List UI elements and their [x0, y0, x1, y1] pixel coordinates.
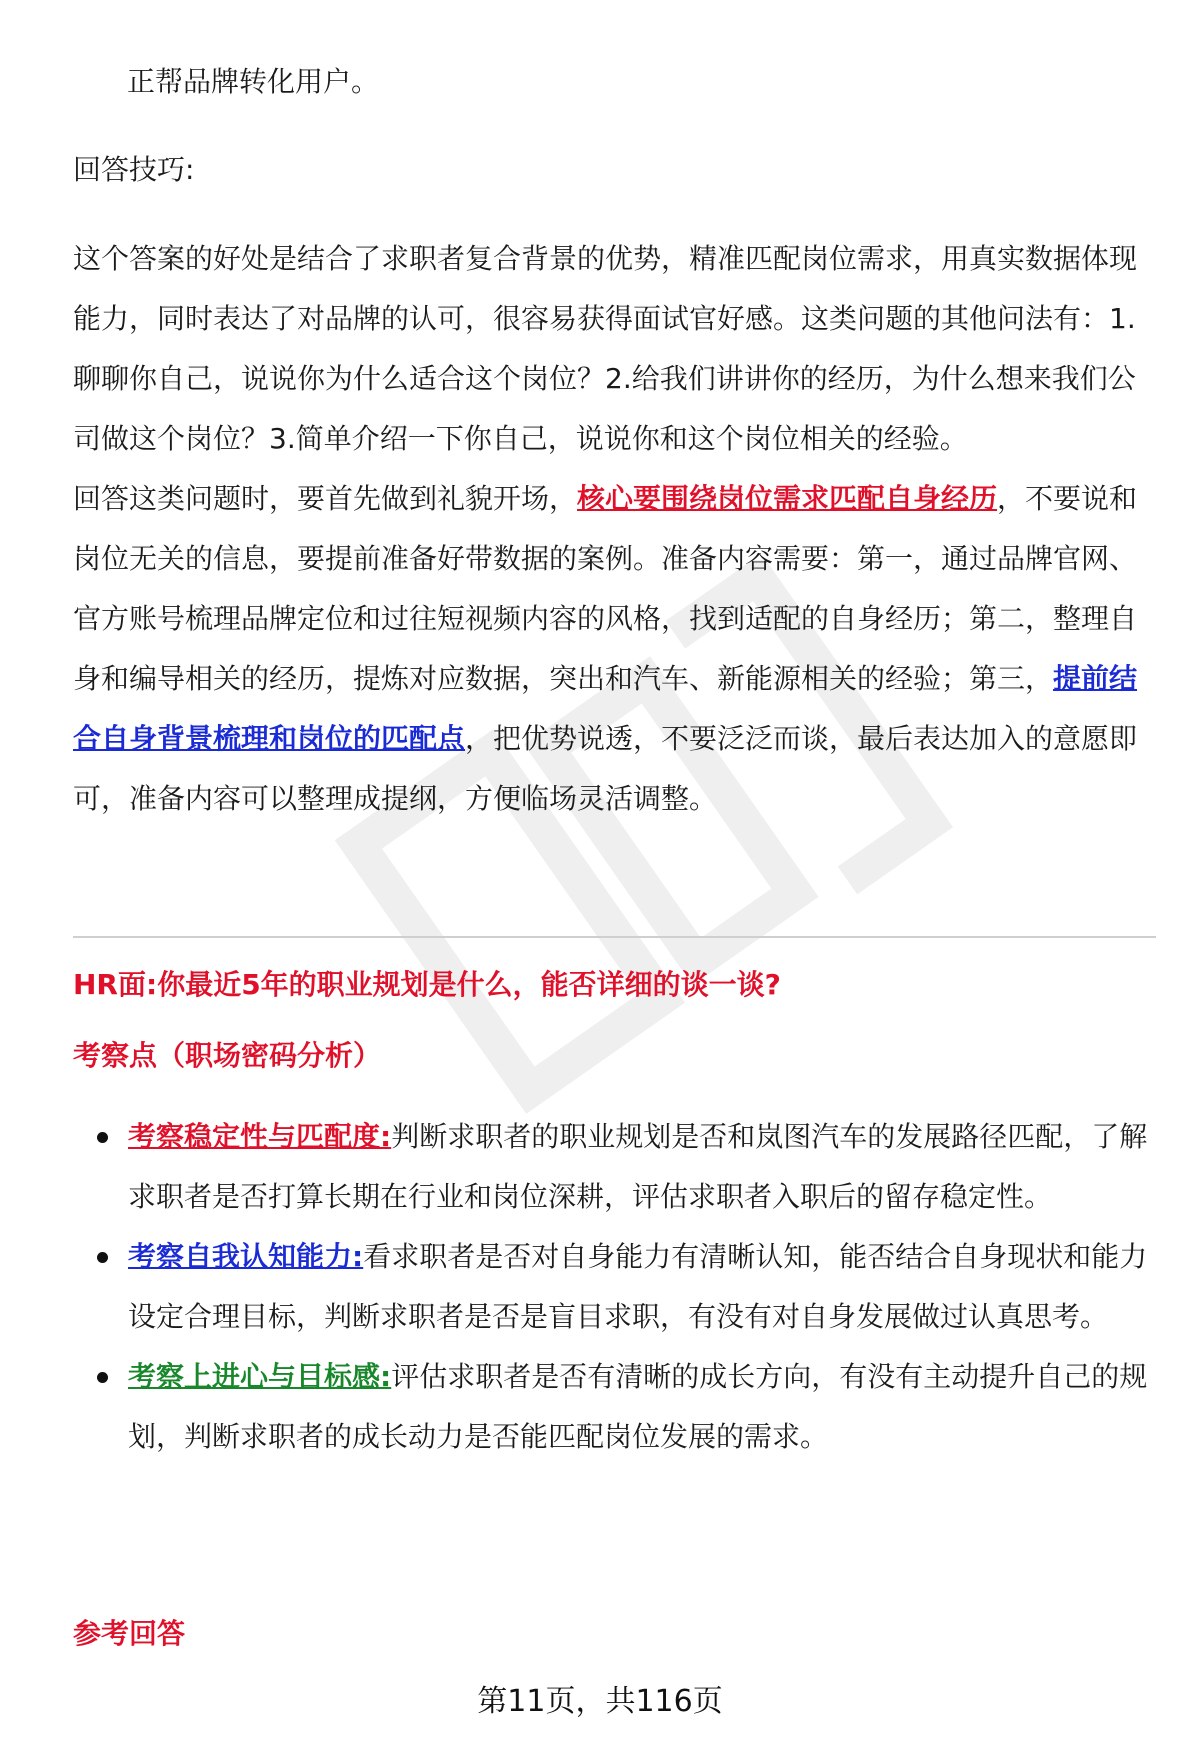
- page-footer: 第11页，共116页: [477, 1684, 723, 1719]
- tips-label: 回答技巧:: [73, 153, 195, 186]
- section-heading: 考察点（职场密码分析）: [73, 1039, 382, 1072]
- tips-p2-part3: ，把优势说透，不要泛泛而谈，最后表达加入的意愿即可，准备内容可以整理成提纲，方便临场灵活调整。: [73, 722, 1138, 815]
- paragraph-continuation: 正帮品牌转化用户。: [127, 65, 380, 98]
- question-heading: HR面:你最近5年的职业规划是什么，能否详细的谈一谈?: [73, 968, 781, 1001]
- highlight-match-points: 提前结合自身背景梳理和岗位的匹配点: [73, 662, 1138, 755]
- tips-p2-part2: ，不要说和岗位无关的信息，要提前准备好带数据的案例。准备内容需要：第一，通过品牌官网、官方账号梳理品牌定位和过往短视频内容的风格，找到适配的自身经历；第二，整理自身和编导相关的经历，提炼对应数据，突出和汽车、新能源相关的经验；第三，: [73, 482, 1138, 695]
- bullet-label-self-awareness: 考察自我认知能力:: [128, 1240, 364, 1273]
- list-item: [97, 1347, 1163, 1467]
- tips-paragraph-2: [73, 469, 1163, 829]
- answer-heading: 参考回答: [73, 1617, 186, 1650]
- bullet-text: 评估求职者是否有清晰的成长方向，有没有主动提升自己的规划，判断求职者的成长动力是否能匹配岗位发展的需求。: [128, 1360, 1148, 1453]
- list-item: [97, 1227, 1163, 1347]
- bullet-label-stability: 考察稳定性与匹配度:: [128, 1120, 392, 1153]
- bullet-dot-icon: [97, 1132, 108, 1143]
- bullet-dot-icon: [97, 1252, 108, 1263]
- tips-paragraph-1: 这个答案的好处是结合了求职者复合背景的优势，精准匹配岗位需求，用真实数据体现能力，同时表达了对品牌的认可，很容易获得面试官好感。这类问题的其他问法有：1.聊聊你自己，说说你为什么适合这个岗位？2.给我们讲讲你的经历，为什么想来我们公司做这个岗位？3.简单介绍一下你自己，说说你和这个岗位相关的经验。: [73, 242, 1138, 455]
- tips-p2-part1: 回答这类问题时，要首先做到礼貌开场，: [73, 482, 578, 515]
- bullet-label-ambition: 考察上进心与目标感:: [128, 1360, 392, 1393]
- assessment-points-list: [97, 1107, 1163, 1467]
- bullet-text: 看求职者是否对自身能力有清晰认知，能否结合自身现状和能力设定合理目标，判断求职者是否是盲目求职，有没有对自身发展做过认真思考。: [128, 1240, 1148, 1333]
- highlight-core-match: 核心要围绕岗位需求匹配自身经历: [577, 482, 998, 515]
- bullet-text: 判断求职者的职业规划是否和岚图汽车的发展路径匹配，了解求职者是否打算长期在行业和岗位深耕，评估求职者入职后的留存稳定性。: [128, 1120, 1148, 1213]
- section-divider: [73, 936, 1156, 938]
- bullet-dot-icon: [97, 1372, 108, 1383]
- tips-body: [73, 229, 1163, 829]
- list-item: [97, 1107, 1163, 1227]
